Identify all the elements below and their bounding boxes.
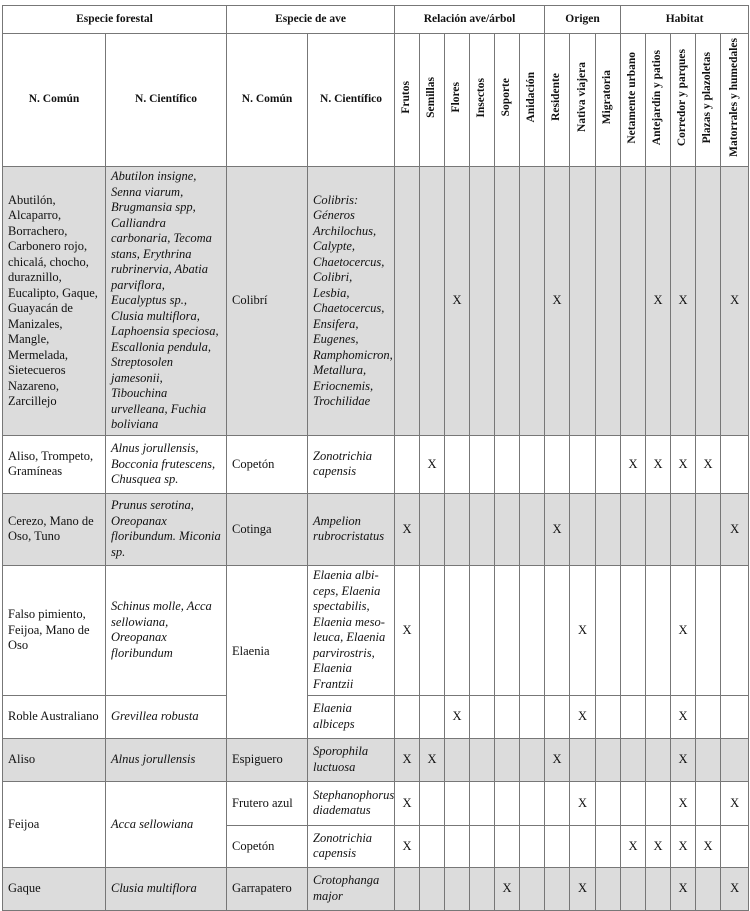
subheader-label: Antejardín y patios xyxy=(651,49,664,146)
bird-tree-table xyxy=(2,5,749,911)
subheader-forest-scientific: N. Científico xyxy=(106,34,227,167)
mark-cell xyxy=(495,738,520,781)
mark-cell xyxy=(545,565,570,695)
mark-cell: X xyxy=(721,781,749,825)
mark-cell: X xyxy=(395,738,420,781)
mark-cell xyxy=(646,781,671,825)
mark-cell: X xyxy=(671,825,696,867)
forest-common-name: Roble Australiano xyxy=(3,695,106,738)
mark-cell xyxy=(596,565,621,695)
mark-cell xyxy=(395,867,420,910)
group-origin: Origen xyxy=(545,6,621,34)
mark-cell xyxy=(495,825,520,867)
subheader-vertical xyxy=(696,34,721,167)
mark-cell xyxy=(646,565,671,695)
mark-cell xyxy=(520,867,545,910)
bird-scientific-name: Sporophila luctuosa xyxy=(308,738,395,781)
mark-cell xyxy=(621,781,646,825)
mark-cell: X xyxy=(395,565,420,695)
mark-cell xyxy=(596,435,621,493)
table-row xyxy=(3,738,749,781)
mark-cell xyxy=(495,781,520,825)
mark-cell xyxy=(721,435,749,493)
mark-cell: X xyxy=(646,825,671,867)
mark-cell xyxy=(596,493,621,565)
group-habitat: Habitat xyxy=(621,6,749,34)
bird-common-name: Elaenia xyxy=(227,565,308,738)
mark-cell xyxy=(520,738,545,781)
mark-cell xyxy=(545,781,570,825)
subheader-vertical xyxy=(420,34,445,167)
mark-cell xyxy=(570,738,596,781)
mark-cell xyxy=(420,867,445,910)
mark-cell: X xyxy=(671,781,696,825)
mark-cell xyxy=(545,695,570,738)
mark-cell: X xyxy=(545,738,570,781)
mark-cell xyxy=(395,167,420,436)
mark-cell xyxy=(420,825,445,867)
mark-cell xyxy=(495,565,520,695)
forest-scientific-name: Alnus jorullensis, Bocconia frutescens, Chusquea sp. xyxy=(106,435,227,493)
subheader-label: Netamente urbano xyxy=(626,51,639,144)
mark-cell: X xyxy=(621,435,646,493)
forest-scientific-name: Grevillea robusta xyxy=(106,695,227,738)
mark-cell: X xyxy=(671,565,696,695)
mark-cell xyxy=(445,781,470,825)
subheader-label: Residente xyxy=(550,73,563,122)
forest-common-name: Aliso, Trompeto, Gramíneas xyxy=(3,435,106,493)
mark-cell xyxy=(721,565,749,695)
mark-cell xyxy=(495,435,520,493)
mark-cell xyxy=(520,781,545,825)
table-row xyxy=(3,493,749,565)
mark-cell xyxy=(520,167,545,436)
mark-cell xyxy=(570,825,596,867)
mark-cell xyxy=(621,695,646,738)
subheader-vertical xyxy=(445,34,470,167)
mark-cell xyxy=(520,695,545,738)
subheader-label: Flores xyxy=(450,82,463,113)
mark-cell xyxy=(621,167,646,436)
mark-cell xyxy=(470,435,495,493)
mark-cell xyxy=(671,493,696,565)
mark-cell: X xyxy=(570,781,596,825)
subheader-vertical xyxy=(721,34,749,167)
mark-cell xyxy=(495,695,520,738)
bird-scientific-name: Stephanophorus diadematus xyxy=(308,781,395,825)
group-bird: Especie de ave xyxy=(227,6,395,34)
mark-cell xyxy=(696,167,721,436)
mark-cell xyxy=(696,867,721,910)
bird-scientific-name: Elaenia albiceps xyxy=(308,695,395,738)
mark-cell xyxy=(395,435,420,493)
mark-cell xyxy=(445,565,470,695)
mark-cell: X xyxy=(420,435,445,493)
mark-cell xyxy=(545,825,570,867)
mark-cell: X xyxy=(671,435,696,493)
subheader-label: Migratoria xyxy=(601,70,614,125)
mark-cell: X xyxy=(395,493,420,565)
mark-cell xyxy=(621,738,646,781)
subheader-vertical xyxy=(671,34,696,167)
bird-scientific-name: Crotophanga major xyxy=(308,867,395,910)
forest-common-name: Gaque xyxy=(3,867,106,910)
bird-scientific-name: Zonotrichia capensis xyxy=(308,435,395,493)
mark-cell: X xyxy=(395,825,420,867)
mark-cell xyxy=(420,565,445,695)
mark-cell xyxy=(721,738,749,781)
subheader-label: Nativa viajera xyxy=(575,62,588,133)
mark-cell xyxy=(696,695,721,738)
mark-cell xyxy=(545,867,570,910)
subheader-label: Plazas y plazoletas xyxy=(701,51,714,144)
bird-common-name: Garrapatero xyxy=(227,867,308,910)
mark-cell: X xyxy=(545,493,570,565)
forest-common-name: Feijoa xyxy=(3,781,106,867)
forest-scientific-name: Abutilon insigne, Senna viarum, Brugmansia spp, Calliandra carbonaria, Tecoma stans, Erythrina rubrinervia, Abatia parviflora, Eucalyptus sp., Clusia multiflora, Laphoensia speciosa, Escallonia pendula, Streptosolen jamesonii, Tibouchina urvelleana, Fuchia boliviana xyxy=(106,167,227,436)
mark-cell xyxy=(445,867,470,910)
subheader-vertical xyxy=(395,34,420,167)
mark-cell xyxy=(445,435,470,493)
mark-cell xyxy=(420,167,445,436)
mark-cell xyxy=(570,167,596,436)
subheader-label: Insectos xyxy=(475,77,488,118)
mark-cell: X xyxy=(671,867,696,910)
mark-cell xyxy=(420,493,445,565)
mark-cell xyxy=(470,825,495,867)
subheader-bird-common: N. Común xyxy=(227,34,308,167)
table-row xyxy=(3,695,749,738)
table-row xyxy=(3,867,749,910)
subheader-label: Corredor y parques xyxy=(676,48,689,146)
mark-cell: X xyxy=(671,167,696,436)
mark-cell xyxy=(696,493,721,565)
mark-cell xyxy=(696,781,721,825)
mark-cell: X xyxy=(445,695,470,738)
subheader-label: Semillas xyxy=(425,76,438,118)
mark-cell xyxy=(470,738,495,781)
forest-scientific-name: Schinus molle, Acca sellowiana, Oreopanax floribundum xyxy=(106,565,227,695)
table-row xyxy=(3,781,749,825)
forest-scientific-name: Clusia multiflora xyxy=(106,867,227,910)
forest-common-name: Falso pimiento, Feijoa, Mano de Oso xyxy=(3,565,106,695)
forest-common-name: Abutilón, Alcaparro, Borrachero, Carbonero rojo, chicalá, chocho, duraznillo, Eucalipto, Gaque, Guayacán de Manizales, Mangle, Mermelada, Sietecueros Nazareno, Zarcillejo xyxy=(3,167,106,436)
mark-cell: X xyxy=(671,695,696,738)
mark-cell xyxy=(646,867,671,910)
mark-cell xyxy=(646,695,671,738)
mark-cell: X xyxy=(721,493,749,565)
group-relation: Relación ave/árbol xyxy=(395,6,545,34)
subheader-vertical xyxy=(596,34,621,167)
bird-scientific-name: Elaenia albi-ceps, Elaenia spectabilis, Elaenia meso-leuca, Elaenia parvirostris, Elaenia Frantzii xyxy=(308,565,395,695)
mark-cell xyxy=(721,695,749,738)
forest-scientific-name: Prunus serotina, Oreopanax floribundum. Miconia sp. xyxy=(106,493,227,565)
mark-cell: X xyxy=(570,565,596,695)
mark-cell: X xyxy=(570,867,596,910)
mark-cell xyxy=(596,867,621,910)
bird-common-name: Copetón xyxy=(227,435,308,493)
subheader-vertical xyxy=(495,34,520,167)
mark-cell xyxy=(495,493,520,565)
subheader-forest-common: N. Común xyxy=(3,34,106,167)
mark-cell xyxy=(520,435,545,493)
mark-cell xyxy=(470,781,495,825)
subheader-label: Anidación xyxy=(525,72,538,123)
mark-cell: X xyxy=(696,435,721,493)
subheader-vertical xyxy=(621,34,646,167)
forest-common-name: Cerezo, Mano de Oso, Tuno xyxy=(3,493,106,565)
subheader-bird-scientific: N. Científico xyxy=(308,34,395,167)
mark-cell xyxy=(596,695,621,738)
bird-common-name: Copetón xyxy=(227,825,308,867)
mark-cell xyxy=(696,565,721,695)
bird-common-name: Colibrí xyxy=(227,167,308,436)
mark-cell xyxy=(596,167,621,436)
mark-cell xyxy=(721,825,749,867)
mark-cell xyxy=(520,493,545,565)
group-forest: Especie forestal xyxy=(3,6,227,34)
mark-cell xyxy=(596,781,621,825)
mark-cell: X xyxy=(420,738,445,781)
mark-cell: X xyxy=(646,435,671,493)
mark-cell xyxy=(596,825,621,867)
mark-cell: X xyxy=(570,695,596,738)
mark-cell xyxy=(545,435,570,493)
mark-cell xyxy=(420,781,445,825)
subheader-vertical xyxy=(646,34,671,167)
table-row xyxy=(3,167,749,436)
table-row xyxy=(3,565,749,695)
bird-scientific-name: Colibris: Géneros Archilochus, Calypte, Chaetocercus, Colibri, Lesbia, Chaetocercus, Ensifera, Eugenes, Ramphomicron, Metallura, Eriocnemis, Trochilidae xyxy=(308,167,395,436)
mark-cell xyxy=(470,167,495,436)
mark-cell xyxy=(395,695,420,738)
mark-cell xyxy=(621,493,646,565)
mark-cell xyxy=(646,493,671,565)
bird-common-name: Cotinga xyxy=(227,493,308,565)
mark-cell xyxy=(445,825,470,867)
mark-cell: X xyxy=(646,167,671,436)
subheader-vertical xyxy=(520,34,545,167)
subheader-label: Soporte xyxy=(500,78,513,117)
forest-common-name: Aliso xyxy=(3,738,106,781)
mark-cell: X xyxy=(671,738,696,781)
mark-cell xyxy=(445,493,470,565)
mark-cell xyxy=(596,738,621,781)
sub-header-row xyxy=(3,34,749,167)
mark-cell: X xyxy=(445,167,470,436)
bird-common-name: Frutero azul xyxy=(227,781,308,825)
mark-cell xyxy=(495,167,520,436)
subheader-vertical xyxy=(470,34,495,167)
mark-cell xyxy=(570,493,596,565)
table-row xyxy=(3,435,749,493)
mark-cell: X xyxy=(545,167,570,436)
mark-cell xyxy=(470,695,495,738)
mark-cell: X xyxy=(721,867,749,910)
subheader-label: Frutos xyxy=(400,81,413,114)
mark-cell xyxy=(470,565,495,695)
mark-cell: X xyxy=(721,167,749,436)
mark-cell: X xyxy=(495,867,520,910)
forest-scientific-name: Alnus jorullensis xyxy=(106,738,227,781)
group-header-row xyxy=(3,6,749,34)
mark-cell xyxy=(470,867,495,910)
mark-cell xyxy=(520,825,545,867)
mark-cell xyxy=(420,695,445,738)
subheader-vertical xyxy=(545,34,570,167)
subheader-vertical xyxy=(570,34,596,167)
bird-common-name: Espiguero xyxy=(227,738,308,781)
mark-cell xyxy=(621,565,646,695)
mark-cell xyxy=(570,435,596,493)
mark-cell: X xyxy=(395,781,420,825)
mark-cell xyxy=(470,493,495,565)
mark-cell xyxy=(646,738,671,781)
mark-cell xyxy=(621,867,646,910)
forest-scientific-name: Acca sellowiana xyxy=(106,781,227,867)
mark-cell xyxy=(696,738,721,781)
subheader-label: Matorrales y humedales xyxy=(727,38,740,157)
mark-cell: X xyxy=(696,825,721,867)
bird-scientific-name: Zonotrichia capensis xyxy=(308,825,395,867)
mark-cell xyxy=(445,738,470,781)
mark-cell: X xyxy=(621,825,646,867)
bird-scientific-name: Ampelion rubrocristatus xyxy=(308,493,395,565)
mark-cell xyxy=(520,565,545,695)
